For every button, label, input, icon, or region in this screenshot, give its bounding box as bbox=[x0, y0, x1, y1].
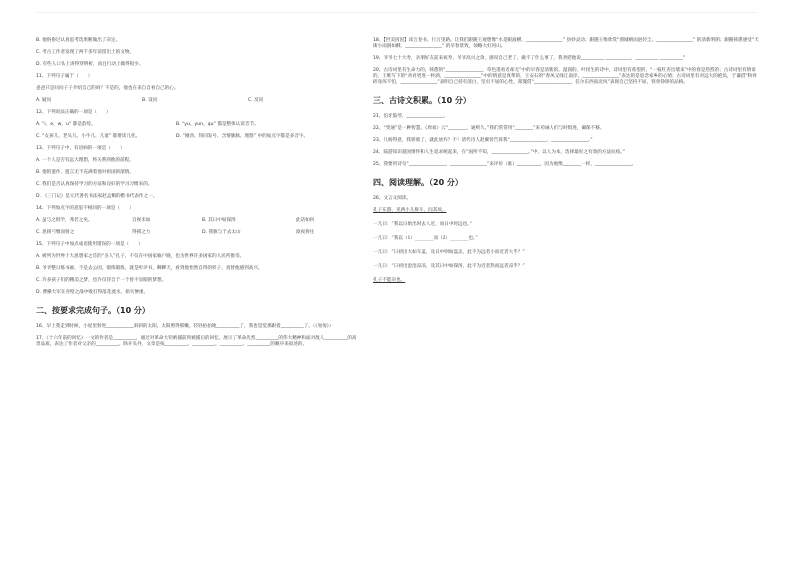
option-b[interactable]: B. 设问 bbox=[142, 98, 158, 103]
option-a[interactable]: A. 一个人是否有远大理想，将关系到他的前程。 bbox=[36, 158, 134, 163]
classical-text-blank-line[interactable]: 一儿曰：“我以（1）________而（2）________也。” bbox=[373, 236, 478, 241]
question-25[interactable]: 25、我要用诗句“________________，________________”来评价（谁）__________，因为他像________一样，________________。 bbox=[373, 162, 637, 167]
question-24[interactable]: 24、陆游知识爱国情怀和人生追求统起来，在“国所不知，________________。”中，以人为本，选择最好之有效的方法抗疫。” bbox=[373, 150, 625, 155]
section-2-heading: 二、按要求完成句子。（10 分） bbox=[36, 306, 150, 315]
option-d[interactable]: D. 《三门记》是元代著名书法家赵孟頫的楷书代表作之一。 bbox=[36, 194, 158, 199]
classical-text-line: 一儿曰：“日初出沧沧凉凉，及其日中如探汤，此不为近者热而远者凉乎？” bbox=[373, 264, 525, 269]
option-d-prev: D. 有些人口头上讲得穿明析，而且行动上做得很少。 bbox=[36, 62, 144, 67]
option-a[interactable]: A. 疑问 bbox=[36, 98, 52, 103]
question-12-options-row1 bbox=[36, 122, 358, 128]
option-c[interactable]: C. 思援弓缴而射之 bbox=[36, 230, 75, 235]
question-12-stem: 12、下列说法正确的一项是（ ） bbox=[36, 110, 111, 115]
option-d[interactable]: D. 我孰与于去太山 bbox=[202, 230, 241, 235]
question-14-stem: 14、下列加点字的意思不相同的一项是（ ） bbox=[36, 206, 134, 211]
option-a[interactable]: A. 虽与之俱学，弗若之矣。 bbox=[36, 218, 93, 223]
question-18[interactable]: 18、【世美因因】读万卷书，行万里路。让我们跟随王观想像“水是眼波横，________________” 县妙灵动；跟随王维欣赏“渭城朝雨浥轻尘，________________” 的清新明朗；跟随韩愈感受“天街小雨润如酥，________________” 的早春景致，领略大好河山。 bbox=[373, 38, 759, 49]
option-c-compare: 得援之力 bbox=[132, 230, 151, 235]
question-11-text: 爸爸只是问问子子介绍自己的吗？不是的，他也在来自自看自己的心。 bbox=[36, 86, 179, 91]
classical-text-line: 一儿曰：“我以日始出时去人近，而日中时远也。” bbox=[373, 222, 472, 227]
page-top-rule bbox=[36, 12, 758, 13]
option-b[interactable]: B. 爷爷整日练书画，不是去公园，锻炼锻炼，就是听评书，聊聊天，看到他怡然自得的样子，真替他感到高兴。 bbox=[36, 266, 263, 271]
section-3-heading: 三、古诗文积累。（10 分） bbox=[373, 96, 471, 105]
option-c[interactable]: C. 反问 bbox=[248, 98, 264, 103]
option-c[interactable]: C. 许多孩子们的精美之梦，也许仅待自于一个曾不显眼的梦想。 bbox=[36, 278, 167, 283]
option-c[interactable]: C. 我们是否认真保持学习的方法和良好的学习习惯来的。 bbox=[36, 182, 153, 187]
option-c-prev: C. 考古工作者发现了两千多年前留出土的文物。 bbox=[36, 50, 135, 55]
right-column bbox=[373, 38, 759, 292]
section-4-heading: 四、阅读理解。（20 分） bbox=[373, 178, 463, 187]
question-20[interactable]: 20、古诗词里有生命力的，韩愈的“________________，草色遥看近却无”中的早春是清新的、湿润的、叶扭生的诗中，诗词里有希望的，“一枝红杏出墙来”中的春是热烈的；古诗词里有情谊的，王维写下的“劝君更进一杯酒，________________”中的情意是真挚的，王安石的“春风又绿江南岸，________________”表达的是思念家乡的心情；古诗词里有对远大的抱负，于谦借“粉骨碎身浑不怕，________________”表明自己持有清白，坚贞不屈的心性，郑燮借“________________，任尔东西南北风”表现自己坚持不屈、铁骨铮铮的品格。 bbox=[373, 68, 758, 85]
question-26-stem: 26、文言文阅读。 bbox=[373, 196, 412, 201]
question-14-options-row2 bbox=[36, 230, 358, 236]
option-d[interactable]: D. “刚劲、钮同发号、含情脉脉、埋悠” 中的加点字都是多音字。 bbox=[176, 134, 309, 139]
question-11-options bbox=[36, 98, 358, 104]
option-b-prev: B. 他俗俗过认真思考选果断做出了决定。 bbox=[36, 38, 121, 43]
option-a[interactable]: A. 被列为世界十大思想家之首的“圣人”孔子，不仅在中国家喻户晓，也为世界许多国家的人民所推崇。 bbox=[36, 254, 245, 259]
classical-text-line: 孔子东游，见两小儿辩斗，问其故。 bbox=[373, 208, 447, 213]
option-d[interactable]: D. 曹操大军在赤壁之战中败打得落花流水，损失惨重。 bbox=[36, 290, 149, 295]
option-b-compare: 此话如何 bbox=[296, 218, 315, 223]
option-b[interactable]: B. 其日中如探汤 bbox=[202, 218, 236, 223]
question-11-stem: 11、下列句子属于（ ） bbox=[36, 74, 93, 79]
question-22[interactable]: 22、“变通”是一种智慧。《周易》云“________，通则久。”我们常常用“________”来劝诫人们与时俱进，确保不移。 bbox=[373, 126, 605, 131]
question-14-options-row1 bbox=[36, 218, 358, 224]
option-a-compare: 自视未如 bbox=[132, 218, 151, 223]
option-d-compare: 欲夜将往 bbox=[296, 230, 315, 235]
question-13-stem: 13、下列句子中，有语病的一项是（ ） bbox=[36, 146, 125, 151]
option-b[interactable]: B. 他的遗作，遗言无不充满着他对祖国的深情。 bbox=[36, 170, 134, 175]
option-b[interactable]: B. “yu、yun、qu” 都是整体认读音节。 bbox=[176, 122, 259, 127]
question-17[interactable]: 17、《十六年前的回忆》一文的作者是__________，通过对革命大钊被捕前到被捕后的回忆，展示了革命先烈__________的伟大精神和面对敌人__________的高贵品质，表达了作者对父亲的__________。除开头外，文章是按__________、__________、__________、__________的顺序来叙述的。 bbox=[36, 336, 357, 347]
question-15-stem: 15、下列句子中加点成语使用错误的一项是（ ） bbox=[36, 242, 143, 247]
classical-text-line: 孔子不能决也。 bbox=[373, 278, 406, 283]
classical-text-line: 一儿曰：“日初出大如车盖，及日中则如盘盂，此不为远者小而近者大乎？” bbox=[373, 250, 525, 255]
question-21[interactable]: 21、伯牙鼓琴，________________。 bbox=[373, 114, 448, 119]
question-19[interactable]: 19、爷爷七十大寿，亲朋好友前来祝寿，爷爷高兴之余，感叹自己老了，做不了什么事了，我劝慰他说__________ ___________，__________ __________” bbox=[373, 56, 686, 61]
question-23[interactable]: 23、几杨得意，我骄骑了，就此放弃？不！清代诗人赵翼曾告诉我“________________，________________。” bbox=[373, 138, 593, 143]
left-column bbox=[36, 38, 358, 354]
option-c[interactable]: C. “女孩儿、老头儿、小牛儿、儿童” 都要读儿化。 bbox=[36, 134, 141, 139]
question-12-options-row2 bbox=[36, 134, 358, 140]
question-16[interactable]: 16、早上我走到时候，小屋里射进____________斜斜的太阳，太阳照得那嫩，轻轻拍拍地__________了，我也觉觉那跟着__________了。（《匆匆》） bbox=[36, 324, 334, 329]
option-a[interactable]: A. “i、e、w、u” 都是韵母。 bbox=[36, 122, 96, 127]
